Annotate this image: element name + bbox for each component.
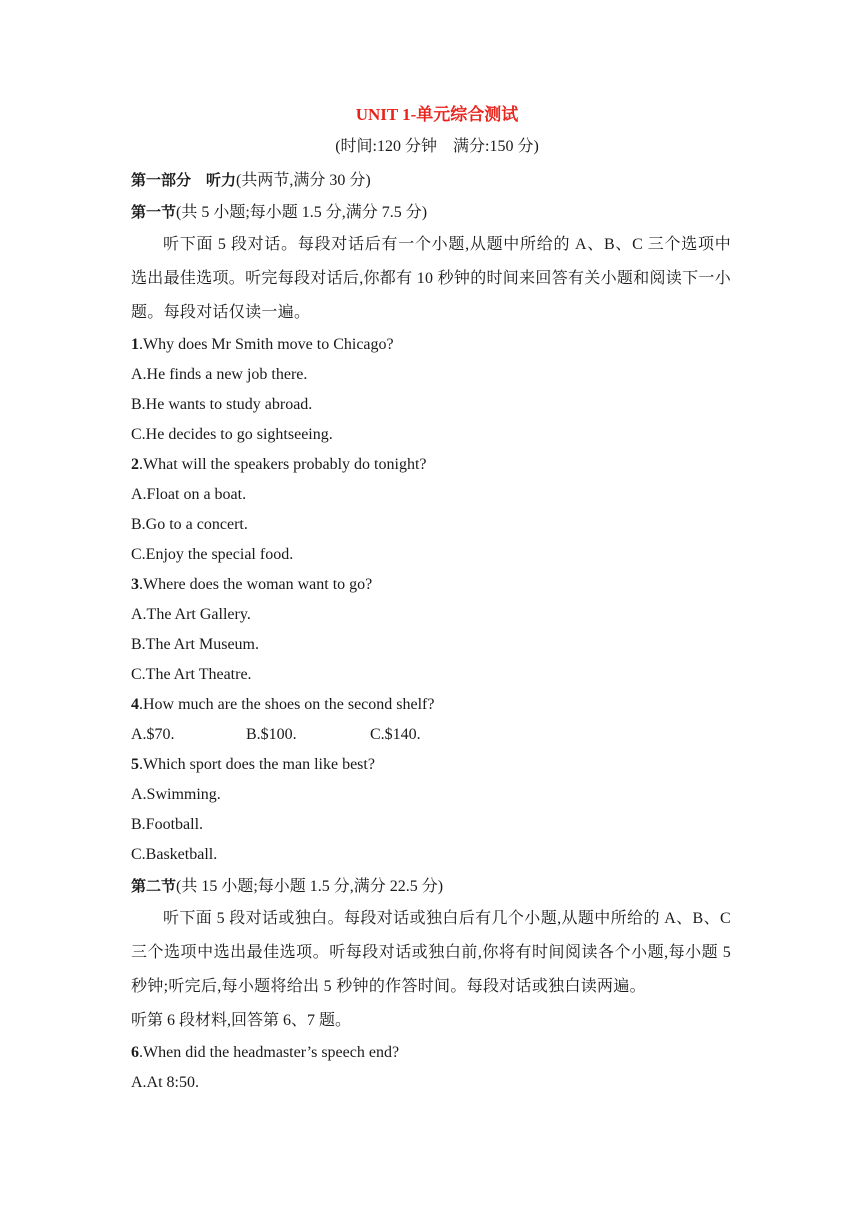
section1-instructions: 听下面 5 段对话。每段对话后有一个小题,从题中所给的 A、B、C 三个选项中选出最佳选项。听完每段对话后,你都有 10 秒钟的时间来回答有关小题和阅读下一小题。每段对话仅读一遍。 (131, 236, 732, 321)
part1-heading-label: 第一部分 听力 (131, 171, 237, 189)
question-2 (131, 450, 731, 480)
question-number: 6 (131, 1044, 139, 1061)
part1-heading (131, 164, 731, 196)
section2-heading-label: 第二节 (131, 877, 177, 895)
option-2b: B.Go to a concert. (131, 516, 248, 533)
option-1b: B.He wants to study abroad. (131, 396, 313, 413)
question-text: .How much are the shoes on the second shelf? (139, 696, 435, 713)
question-number: 1 (131, 336, 139, 353)
question-3 (131, 570, 731, 600)
question-5 (131, 750, 731, 780)
option-1c: C.He decides to go sightseeing. (131, 426, 333, 443)
question-4 (131, 690, 731, 720)
option-4c: C.$140. (370, 726, 421, 743)
option-3a: A.The Art Gallery. (131, 606, 251, 623)
question-number: 3 (131, 576, 139, 593)
question-1 (131, 330, 731, 360)
option-5a: A.Swimming. (131, 786, 221, 803)
option-2c: C.Enjoy the special food. (131, 546, 294, 563)
question-6 (131, 1038, 731, 1068)
option-4a: A.$70. (131, 726, 175, 743)
page-subtitle: (时间:120 分钟 满分:150 分) (335, 138, 539, 155)
section1-heading-label: 第一节 (131, 203, 177, 221)
section2-instructions: 听下面 5 段对话或独白。每段对话或独白后有几个小题,从题中所给的 A、B、C 三个选项中选出最佳选项。听每段对话或独白前,你将有时间阅读各个小题,每小题 5 秒钟;听完后,每小题将给出 5 秒钟的作答时间。每段对话或独白读两遍。 (131, 910, 731, 995)
exam-page (131, 100, 731, 1098)
question-text: .When did the headmaster’s speech end? (139, 1044, 400, 1061)
option-5b: B.Football. (131, 816, 204, 833)
section2-heading-detail: (共 15 小题;每小题 1.5 分,满分 22.5 分) (176, 878, 444, 895)
question-4-options (131, 720, 731, 750)
option-1a: A.He finds a new job there. (131, 366, 308, 383)
option-5c: C.Basketball. (131, 846, 218, 863)
option-3c: C.The Art Theatre. (131, 666, 252, 683)
option-6a: A.At 8:50. (131, 1074, 199, 1091)
question-number: 2 (131, 456, 139, 473)
section1-heading (131, 196, 731, 228)
section1-heading-detail: (共 5 小题;每小题 1.5 分,满分 7.5 分) (176, 204, 428, 221)
question-number: 5 (131, 756, 139, 773)
option-4b: B.$100. (246, 726, 297, 743)
part1-heading-detail: (共两节,满分 30 分) (236, 172, 371, 189)
page-title: UNIT 1-单元综合测试 (355, 105, 519, 124)
question-text: .Which sport does the man like best? (139, 756, 375, 773)
section2-heading (131, 870, 731, 902)
material-note: 听第 6 段材料,回答第 6、7 题。 (131, 1012, 352, 1029)
option-2a: A.Float on a boat. (131, 486, 247, 503)
question-text: .Why does Mr Smith move to Chicago? (139, 336, 394, 353)
question-text: .What will the speakers probably do tonight? (139, 456, 427, 473)
question-text: .Where does the woman want to go? (139, 576, 373, 593)
question-number: 4 (131, 696, 139, 713)
option-3b: B.The Art Museum. (131, 636, 259, 653)
